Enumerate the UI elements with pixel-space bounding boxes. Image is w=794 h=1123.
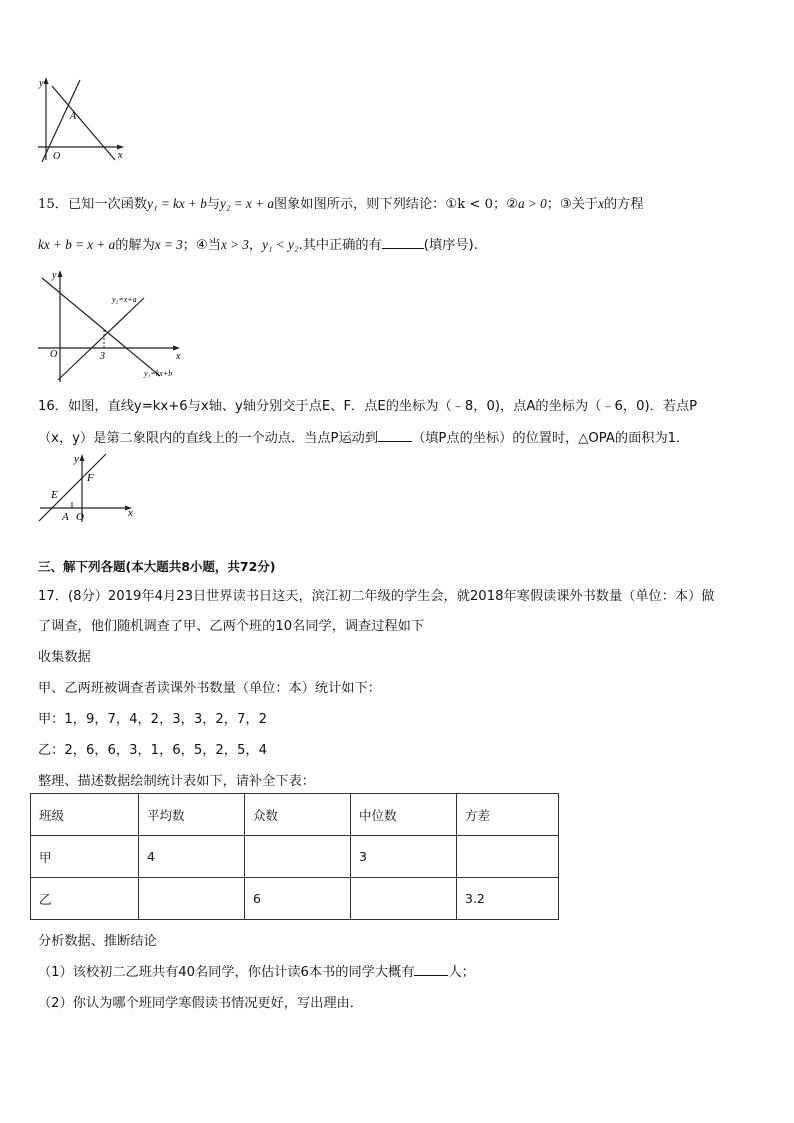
fig16-origin-label: O: [76, 511, 84, 523]
q16-figure: [36, 450, 146, 524]
table-cell[interactable]: [457, 836, 559, 878]
q16-answer-blank[interactable]: [378, 429, 412, 442]
table-cell[interactable]: [351, 878, 457, 920]
table-cell: 甲: [31, 836, 139, 878]
section-3-title: 三、解下列各题(本大题共8小题，共72分): [38, 559, 276, 574]
fig16-point-f-label: F: [87, 472, 94, 484]
q17-organize-heading: 整理、描述数据绘制统计表如下，请补全下表：: [38, 774, 315, 789]
q15-line-2: kx + b = x + a的解为x = 3；④当x > 3，y₁ < y₂.其中正确的有 (填序号).: [38, 237, 478, 253]
table-cell: 3.2: [457, 878, 559, 920]
table-header-cell: 班级: [31, 794, 139, 836]
fig15-tick-3: 3: [100, 351, 105, 362]
q14-figure: [36, 74, 136, 166]
table-header-cell: 方差: [457, 794, 559, 836]
table-header-row: [31, 794, 559, 836]
q17-part-1-blank[interactable]: [414, 963, 448, 976]
table-header-cell: 中位数: [351, 794, 457, 836]
fig14-point-a-label: A: [70, 111, 77, 122]
fig16-x-label: x: [128, 507, 133, 519]
q15-figure: [36, 266, 186, 386]
fig15-line-y1-label: y₁=kx+b: [144, 369, 173, 378]
q17-collect-heading: 收集数据: [38, 650, 91, 665]
table-row: [31, 878, 559, 920]
table-header-cell: 众数: [245, 794, 351, 836]
q17-part-2: （2）你认为哪个班同学寒假读书情况更好，写出理由．: [38, 996, 363, 1011]
q16-line-1: 16．如图，直线y=kx+6与x轴、y轴分别交于点E、F．点E的坐标为（﹣8，0)，点A的坐标为（﹣6，0)．若点P: [38, 399, 698, 414]
table-header-cell: 平均数: [139, 794, 245, 836]
table-cell[interactable]: [139, 878, 245, 920]
q15-line-1: 15．已知一次函数y₁ = kx + b与y₂ = x + a图象如图所示，则下列结论：①k < 0；②a > 0；③关于x的方程: [38, 196, 644, 212]
fig16-point-e-label: E: [51, 489, 58, 501]
table-cell: 4: [139, 836, 245, 878]
q17-line-1: 17．(8分）2019年4月23日世界读书日这天，滨江初二年级的学生会，就2018年寒假读课外书数量（单位：本）做: [38, 589, 715, 604]
fig15-x-label: x: [176, 351, 181, 362]
q15-answer-blank[interactable]: [382, 236, 424, 249]
q16-line-2: （x，y）是第二象限内的直线上的一个动点．当点P运动到 （填P点的坐标）的位置时，△OPA的面积为1．: [38, 431, 690, 446]
fig15-y-label: y: [52, 270, 57, 281]
q17-analysis-heading: 分析数据、推断结论: [38, 934, 157, 949]
fig14-origin-label: O: [53, 151, 61, 162]
fig14-y-label: y: [39, 78, 44, 89]
table-cell: 乙: [31, 878, 139, 920]
q17-data-yi: 乙：2，6，6，3，1，6，5，2，5，4: [38, 743, 267, 758]
fig16-point-a-label: A: [62, 511, 69, 523]
q17-line-2: 了调查，他们随机调查了甲、乙两个班的10名同学，调查过程如下: [38, 619, 425, 634]
fig14-x-label: x: [118, 150, 123, 161]
q17-data-jia: 甲：1，9，7，4，2，3，3，2，7，2: [38, 712, 267, 727]
table-row: [31, 836, 559, 878]
table-cell[interactable]: [245, 836, 351, 878]
table-cell: 6: [245, 878, 351, 920]
fig16-y-label: y: [74, 453, 79, 465]
q17-data-description: 甲、乙两班被调查者读课外书数量（单位：本）统计如下：: [38, 681, 381, 696]
fig15-origin-label: O: [50, 349, 58, 360]
stats-table: [30, 793, 559, 920]
fig15-line-y2-label: y₂=x+a: [112, 295, 137, 304]
table-cell: 3: [351, 836, 457, 878]
q17-part-1: （1）该校初二乙班共有40名同学，你估计读6本书的同学大概有 人；: [38, 965, 475, 980]
